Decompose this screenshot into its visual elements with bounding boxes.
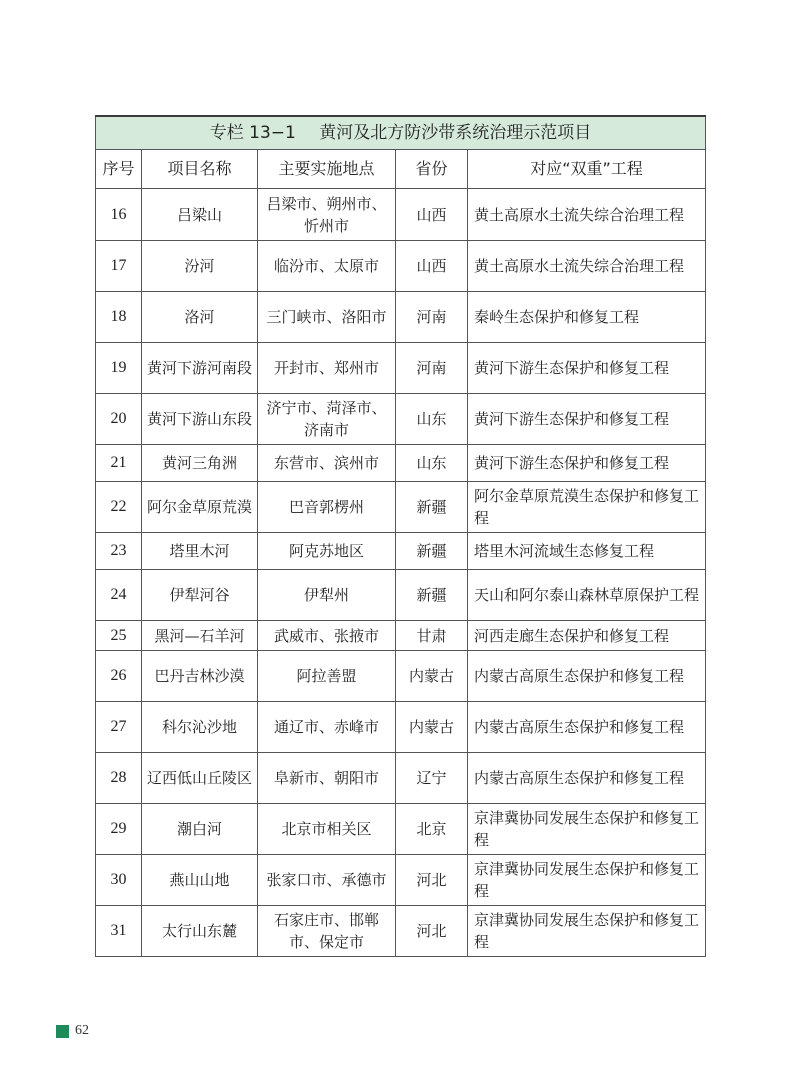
- cell-name: 汾河: [142, 241, 258, 292]
- cell-project: 黄土高原水土流失综合治理工程: [468, 241, 706, 292]
- cell-province: 北京: [396, 804, 468, 855]
- cell-no: 22: [96, 482, 142, 533]
- cell-project: 内蒙古高原生态保护和修复工程: [468, 753, 706, 804]
- table-row: [96, 570, 706, 621]
- cell-province: 甘肃: [396, 621, 468, 651]
- cell-project: 黄河下游生态保护和修复工程: [468, 445, 706, 482]
- cell-project: 塔里木河流域生态修复工程: [468, 533, 706, 570]
- table-row: [96, 189, 706, 241]
- cell-no: 17: [96, 241, 142, 292]
- table-row: [96, 855, 706, 906]
- cell-location: 阜新市、朝阳市: [258, 753, 396, 804]
- table-title: [96, 116, 706, 150]
- cell-province: 新疆: [396, 482, 468, 533]
- cell-no: 20: [96, 394, 142, 445]
- cell-project: 内蒙古高原生态保护和修复工程: [468, 702, 706, 753]
- cell-location: 北京市相关区: [258, 804, 396, 855]
- project-table-container: [95, 115, 705, 957]
- header-no: 序号: [96, 150, 142, 189]
- cell-no: 30: [96, 855, 142, 906]
- cell-name: 伊犁河谷: [142, 570, 258, 621]
- cell-location: 济宁市、菏泽市、济南市: [258, 394, 396, 445]
- cell-project: 京津冀协同发展生态保护和修复工程: [468, 906, 706, 957]
- page-marker-icon: [56, 1025, 69, 1038]
- cell-project: 京津冀协同发展生态保护和修复工程: [468, 804, 706, 855]
- header-name: 项目名称: [142, 150, 258, 189]
- cell-location: 武威市、张掖市: [258, 621, 396, 651]
- table-row: [96, 394, 706, 445]
- cell-no: 26: [96, 651, 142, 702]
- cell-province: 辽宁: [396, 753, 468, 804]
- cell-location: 阿克苏地区: [258, 533, 396, 570]
- cell-location: 阿拉善盟: [258, 651, 396, 702]
- cell-name: 潮白河: [142, 804, 258, 855]
- cell-project: 内蒙古高原生态保护和修复工程: [468, 651, 706, 702]
- cell-no: 25: [96, 621, 142, 651]
- cell-project: 秦岭生态保护和修复工程: [468, 292, 706, 343]
- header-project: 对应“双重”工程: [468, 150, 706, 189]
- cell-no: 31: [96, 906, 142, 957]
- cell-location: 开封市、郑州市: [258, 343, 396, 394]
- header-row: [96, 150, 706, 189]
- table-row: [96, 445, 706, 482]
- cell-no: 27: [96, 702, 142, 753]
- cell-location: 巴音郭楞州: [258, 482, 396, 533]
- cell-name: 阿尔金草原荒漠: [142, 482, 258, 533]
- table-row: [96, 651, 706, 702]
- cell-no: 16: [96, 189, 142, 241]
- cell-location: 石家庄市、邯郸市、保定市: [258, 906, 396, 957]
- table-row: [96, 753, 706, 804]
- cell-project: 黄土高原水土流失综合治理工程: [468, 189, 706, 241]
- cell-province: 内蒙古: [396, 702, 468, 753]
- table-row: [96, 702, 706, 753]
- cell-no: 23: [96, 533, 142, 570]
- page-footer: [56, 1023, 89, 1039]
- cell-no: 21: [96, 445, 142, 482]
- cell-no: 29: [96, 804, 142, 855]
- cell-location: 张家口市、承德市: [258, 855, 396, 906]
- cell-name: 燕山山地: [142, 855, 258, 906]
- cell-project: 黄河下游生态保护和修复工程: [468, 394, 706, 445]
- cell-province: 河南: [396, 343, 468, 394]
- cell-province: 新疆: [396, 533, 468, 570]
- cell-project: 京津冀协同发展生态保护和修复工程: [468, 855, 706, 906]
- header-location: 主要实施地点: [258, 150, 396, 189]
- cell-province: 新疆: [396, 570, 468, 621]
- cell-name: 科尔沁沙地: [142, 702, 258, 753]
- cell-location: 通辽市、赤峰市: [258, 702, 396, 753]
- table-row: [96, 292, 706, 343]
- table-row: [96, 804, 706, 855]
- column-title: 黄河及北方防沙带系统治理示范项目: [319, 123, 592, 143]
- project-table: [95, 115, 706, 957]
- cell-location: 吕梁市、朔州市、忻州市: [258, 189, 396, 241]
- header-province: 省份: [396, 150, 468, 189]
- cell-province: 山西: [396, 241, 468, 292]
- cell-province: 山东: [396, 445, 468, 482]
- cell-project: 天山和阿尔泰山森林草原保护工程: [468, 570, 706, 621]
- table-row: [96, 533, 706, 570]
- cell-location: 东营市、滨州市: [258, 445, 396, 482]
- cell-no: 18: [96, 292, 142, 343]
- cell-project: 阿尔金草原荒漠生态保护和修复工程: [468, 482, 706, 533]
- table-row: [96, 241, 706, 292]
- page-number: 62: [75, 1023, 89, 1038]
- cell-name: 黄河下游河南段: [142, 343, 258, 394]
- table-body: [96, 189, 706, 957]
- table-row: [96, 906, 706, 957]
- column-label: 专栏 13−1: [209, 123, 296, 143]
- cell-no: 19: [96, 343, 142, 394]
- table-row: [96, 482, 706, 533]
- cell-name: 塔里木河: [142, 533, 258, 570]
- cell-province: 山东: [396, 394, 468, 445]
- cell-name: 巴丹吉林沙漠: [142, 651, 258, 702]
- cell-province: 山西: [396, 189, 468, 241]
- cell-name: 太行山东麓: [142, 906, 258, 957]
- cell-province: 河北: [396, 906, 468, 957]
- cell-province: 河北: [396, 855, 468, 906]
- cell-location: 伊犁州: [258, 570, 396, 621]
- cell-name: 黄河三角洲: [142, 445, 258, 482]
- table-row: [96, 343, 706, 394]
- cell-name: 黑河—石羊河: [142, 621, 258, 651]
- cell-name: 洛河: [142, 292, 258, 343]
- cell-no: 24: [96, 570, 142, 621]
- cell-project: 黄河下游生态保护和修复工程: [468, 343, 706, 394]
- cell-no: 28: [96, 753, 142, 804]
- cell-name: 辽西低山丘陵区: [142, 753, 258, 804]
- table-row: [96, 621, 706, 651]
- cell-name: 吕梁山: [142, 189, 258, 241]
- cell-province: 河南: [396, 292, 468, 343]
- cell-name: 黄河下游山东段: [142, 394, 258, 445]
- cell-location: 三门峡市、洛阳市: [258, 292, 396, 343]
- cell-location: 临汾市、太原市: [258, 241, 396, 292]
- cell-project: 河西走廊生态保护和修复工程: [468, 621, 706, 651]
- cell-province: 内蒙古: [396, 651, 468, 702]
